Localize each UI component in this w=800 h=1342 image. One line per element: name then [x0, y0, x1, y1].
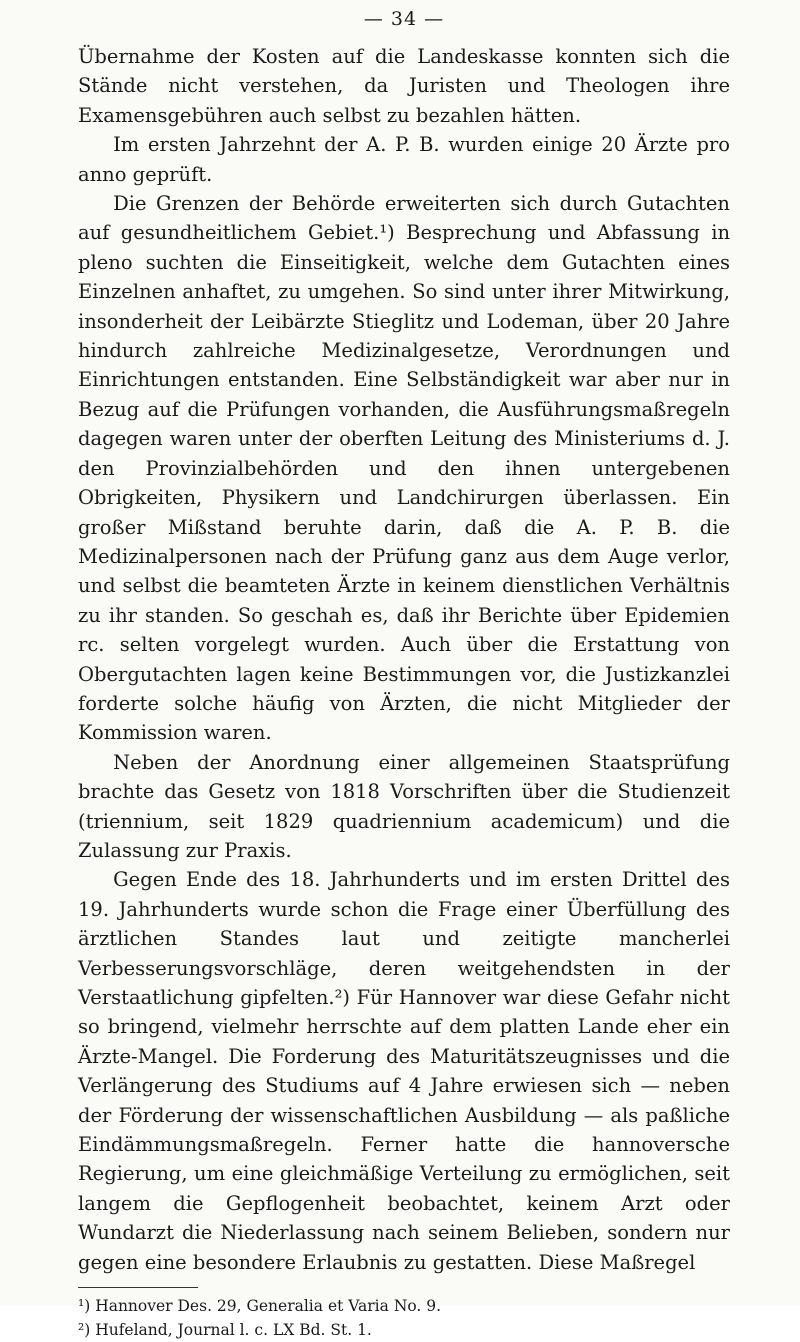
paragraph: Im ersten Jahrzehnt der A. P. B. wurden einige 20 Ärzte pro anno geprüft.	[78, 133, 730, 186]
footnote: ²) Hufeland, Journal l. c. LX Bd. St. 1.	[78, 1321, 372, 1340]
paragraph: Übernahme der Kosten auf die Landeskasse konnten sich die Stände nicht verstehen, da Juristen und Theologen ihre Examensgebühren auch selbst zu bezahlen hätten.	[78, 45, 730, 127]
page-number: — 34 —	[363, 8, 445, 30]
paragraph: Neben der Anordnung einer allgemeinen Staatsprüfung brachte das Gesetz von 1818 Vorschriften über die Studienzeit (triennium, seit 1829 quadriennium academicum) und die Zulassung zur Praxis.	[78, 750, 730, 862]
body-text	[78, 42, 730, 1277]
paragraph: Die Grenzen der Behörde erweiterten sich durch Gutachten auf gesundheitlichem Gebiet.¹) Besprechung und Abfassung in pleno suchten die Einseitigkeit, welche dem Gutachten eines Einzelnen anhaftet, zu umgehen. So sind unter ihrer Mitwirkung, insonderheit der Leibärzte Stieglitz und Lodeman, über 20 Jahre hindurch zahlreiche Medizinalgesetze, Verordnungen und Einrichtungen entstanden. Eine Selbständigkeit war aber nur in Bezug auf die Prüfungen vorhanden, die Ausführungsmaßregeln dagegen waren unter der oberften Leitung des Ministeriums d. J. den Provinzialbehörden und den ihnen untergebenen Obrigkeiten, Physikern und Landchirurgen überlassen. Ein großer Mißstand beruhte darin, daß die A. P. B. die Medizinalpersonen nach der Prüfung ganz aus dem Auge verlor, und selbst die beamteten Ärzte in keinem dienstlichen Verhältnis zu ihr standen. So geschah es, daß ihr Berichte über Epidemien rc. selten vorgelegt wurden. Auch über die Erstattung von Obergutachten lagen keine Bestimmungen vor, die Justizkanzlei forderte solche häufig von Ärzten, die nicht Mitglieder der Kommission waren.	[78, 192, 730, 745]
paragraph: Gegen Ende des 18. Jahrhunderts und im ersten Drittel des 19. Jahrhunderts wurde schon die Frage einer Überfüllung des ärztlichen Standes laut und zeitigte mancherlei Verbesserungsvorschläge, deren weitgehendsten in der Verstaatlichung gipfelten.²) Für Hannover war diese Gefahr nicht so bringend, vielmehr herrschte auf dem platten Lande eher ein Ärzte-Mangel. Die Forderung des Maturitätszeugnisses und die Verlängerung des Studiums auf 4 Jahre erwiesen sich — neben der Förderung der wissenschaftlichen Ausbildung — als paßliche Eindämmungsmaßregeln. Ferner hatte die hannoversche Regierung, um eine gleichmäßige Verteilung zu ermöglichen, seit langem die Gepflogenheit beobachtet, keinem Arzt oder Wundarzt die Niederlassung nach seinem Belieben, sondern nur gegen eine besondere Erlaubnis zu gestatten. Diese Maßregel	[78, 868, 730, 1274]
footnote: ¹) Hannover Des. 29, Generalia et Varia No. 9.	[78, 1297, 442, 1316]
footnote-divider	[78, 1287, 198, 1288]
footnotes	[78, 1287, 730, 1342]
